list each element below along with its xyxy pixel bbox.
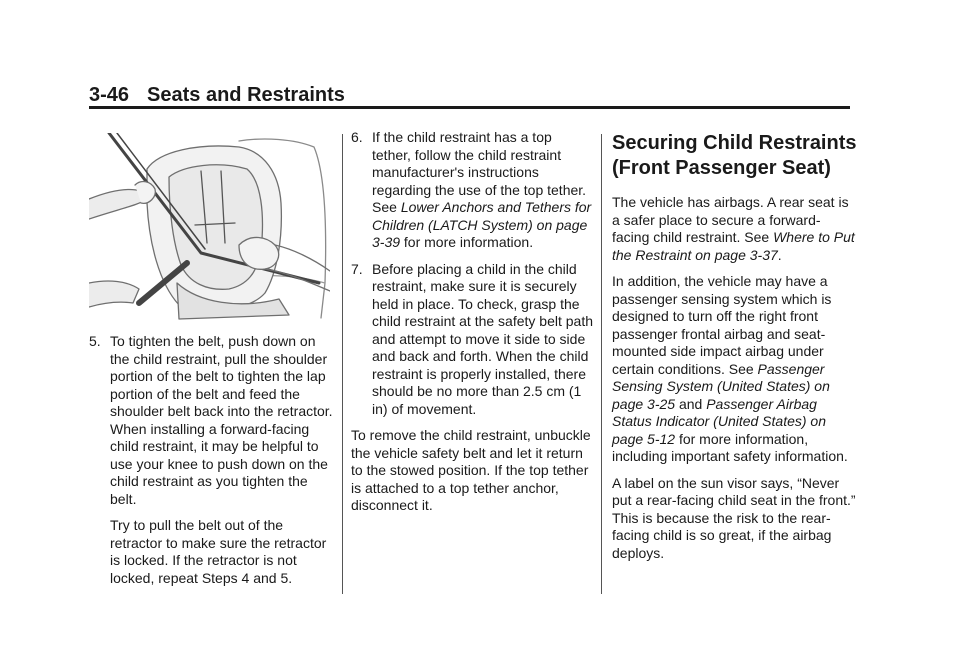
step-7-number: 7. bbox=[351, 260, 363, 277]
step-7 bbox=[351, 261, 594, 419]
p2-link-2[interactable]: Passenger Airbag Status Indicator (United States) on page 5-12 bbox=[612, 395, 826, 447]
step-6 bbox=[351, 129, 594, 252]
p1-link[interactable]: Where to Put the Restraint on page 3-37 bbox=[612, 229, 855, 263]
step-6-number: 6. bbox=[351, 129, 363, 145]
child-restraint-illustration bbox=[89, 133, 330, 320]
column-divider-1 bbox=[342, 134, 343, 594]
p2-text-a: In addition, the vehicle may have a passenger sensing system which is designed to turn off the right front passenger frontal airbag and seat-mounted side impact airbag under certain conditions. See bbox=[612, 273, 832, 377]
page-header bbox=[89, 84, 345, 107]
step-5-text: To tighten the belt, push down on the child restraint, pull the shoulder portion of the belt to tighten the lap portion of the belt and feed the shoulder belt back into the retractor. When installing a forward-facing child restraint, it may be helpful to use your knee to push down on the child restraint as you tighten the belt. bbox=[110, 333, 333, 507]
column-1 bbox=[89, 333, 335, 596]
section-title: Seats and Restraints bbox=[147, 84, 345, 106]
step-6-text-a: If the child restraint has a top tether, follow the child restraint manufacturer's instructions regarding the use of the top tether. See bbox=[372, 129, 587, 215]
step-5-number: 5. bbox=[89, 333, 101, 349]
step-5 bbox=[89, 333, 335, 508]
paragraph-sensing-system bbox=[612, 273, 857, 466]
header-rule bbox=[89, 106, 850, 109]
illustration-drawing bbox=[89, 133, 330, 320]
step-7-text: Before placing a child in the child restraint, make sure it is securely held in place. To check, grasp the child restraint at the safety belt path and attempt to move it side to side and back and forth. When the child restraint is properly installed, there should be no more than 2.5 cm (1 in) of movement. bbox=[372, 260, 594, 417]
section-heading: Securing Child Restraints (Front Passenger Seat) bbox=[612, 132, 857, 179]
step-5-sub-text: Try to pull the belt out of the retractor to make sure the retractor is locked. If the retractor is not locked, repeat Steps 4 and 5. bbox=[110, 517, 327, 586]
p1-text-b: . bbox=[777, 246, 782, 263]
p1-text-a: The vehicle has airbags. A rear seat is a safer place to secure a forward-facing child restraint. See bbox=[612, 194, 849, 245]
column-2 bbox=[351, 129, 594, 524]
page-number: 3-46 bbox=[89, 84, 130, 106]
paragraph-sun-visor: A label on the sun visor says, “Never put a rear-facing child seat in the front.” This is because the risk to the rear-facing child is so great, if the airbag deploys. bbox=[612, 474, 856, 561]
step-6-text-b: for more information. bbox=[400, 234, 534, 250]
p2-text-b: for more information, including important safety information. bbox=[612, 430, 848, 464]
step-6-link[interactable]: Lower Anchors and Tethers for Children (LATCH System) on page 3-39 bbox=[372, 199, 592, 250]
column-3 bbox=[612, 131, 857, 571]
p2-and: and bbox=[675, 395, 707, 412]
p2-link-1[interactable]: Passenger Sensing System (United States) on page 3-25 bbox=[612, 360, 830, 412]
column-divider-2 bbox=[601, 134, 602, 594]
paragraph-airbags bbox=[612, 194, 857, 264]
remove-restraint-paragraph: To remove the child restraint, unbuckle the vehicle safety belt and let it return to the stowed position. If the top tether is attached to a top tether anchor, disconnect it. bbox=[351, 427, 591, 513]
